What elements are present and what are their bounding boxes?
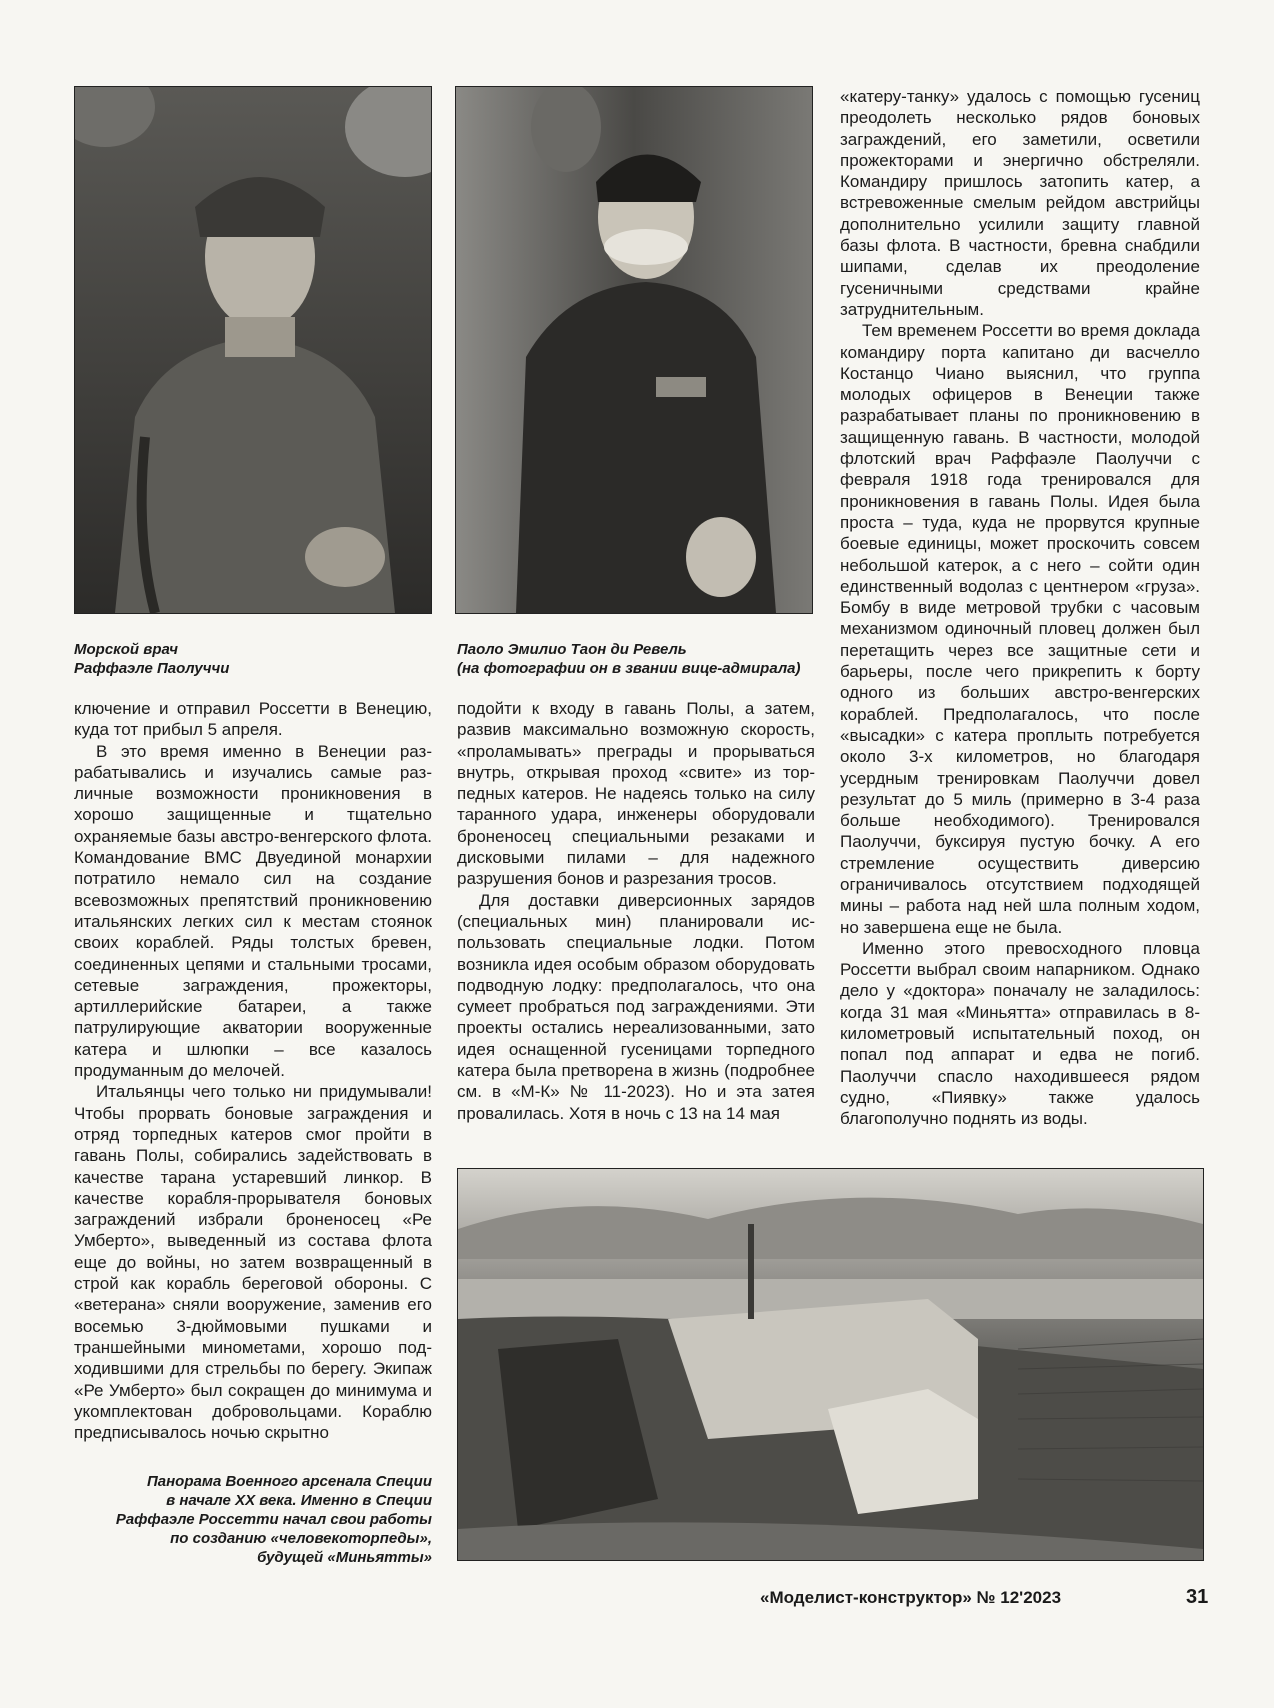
- caption-revel-line2: (на фотографии он в звании вице-адмирала): [457, 660, 801, 677]
- photo-paolucci: [74, 86, 432, 614]
- caption-paolucci-line2: Раффаэле Паолуччи: [74, 660, 230, 677]
- photo-panorama-arsenal: [457, 1168, 1204, 1561]
- text-column-2: [457, 698, 815, 1124]
- caption-paolucci-line1: Морской врач: [74, 641, 178, 658]
- caption-panorama-line: будущей «Миньятты»: [257, 1549, 432, 1566]
- paragraph: подойти к входу в гавань Полы, а затем, развив максимально возможную скорость, «проламывать» преграды и прорываться внутрь, открывая проход «свите» из торпедных катеров. Не надеясь только на силу таранного удара, инженеры оборудовали броненосец специальными резаками и дисковыми пилами – для надежного разрушения бонов и разрезания тросов.: [457, 699, 815, 889]
- photo-revel: [455, 86, 813, 614]
- caption-paolucci: [74, 640, 434, 678]
- paragraph: Именно этого превосходного пловца Россетти выбрал своим напарником. Однако дело у «доктора» поначалу не заладилось: когда 31 мая «Миньятта» отправилась в 8-километровый испытательный поход, он попал под аппарат и едва не погиб. Паолуччи спасло находившееся рядом судно, «Пиявку» также удалось благополучно поднять из воды.: [840, 938, 1200, 1129]
- paragraph: Тем временем Россетти во время доклада командиру порта капитано ди васчелло Костанцо Чиано выяснил, что группа молодых офицеров в Венеции также разрабатывает планы по проникновению в защищенную гавань. В частности, молодой флотский врач Раффаэле Паолуччи с февраля 1918 года тренировался для проникновения в гавань Полы. Идея была проста – туда, куда не прорвутся крупные боевые единицы, может проскочить совсем небольшой катерок, а с него – сойти один единственный водолаз с центнером «груза». Бомбу в виде метровой трубки с часовым механизмом одиночный пловец должен был перетащить через все защитные сети и барьеры, после чего прикрепить к борту одного из больших австро-венгерских кораблей. Предполагалось, что после «высадки» с катера проплыть потребуется около 3-х километров, но благодаря усердным тренировкам Паолуччи довел результат до 5 миль (примерно в 3-4 раза больше необходимого). Тренировался Паолуччи, буксируя пустую бочку. А его стремление осуществить диверсию ограничивалось отсутствием подходящей мины – работа над ней шла полным ходом, но завершена еще не была.: [840, 321, 1200, 937]
- text-column-3: [840, 86, 1200, 1130]
- caption-panorama-line: по созданию «человекоторпеды»,: [170, 1530, 432, 1547]
- caption-revel-line1: Паоло Эмилио Таон ди Ревель: [457, 641, 687, 658]
- caption-panorama-line: в начале XX века. Именно в Специи: [166, 1492, 432, 1509]
- caption-panorama-line: Раффаэле Россетти начал свои работы: [115, 1511, 432, 1528]
- paragraph: Итальянцы чего только ни придумывали! Чтобы прорвать боновые заграждения и отряд торпедных катеров смог пройти в гавань Полы, собирались задействовать в качестве тарана устаревший линкор. В качестве корабля-прорывателя боновых заграждений избрали броненосец «Ре Умберто», выведенный из состава флота еще до войны, но затем возвращенный в строй как корабль береговой обороны. С «ветерана» сняли вооружение, заменив его восемью 3-дюймовыми пушками и траншейными минометами, хорошо подходившими для стрельбы по берегу. Экипаж «Ре Умберто» был сокращен до минимума и укомплектован добровольцами. Кораблю предписывалось ночью скрытно: [74, 1082, 432, 1443]
- magazine-footer: «Моделист-конструктор» № 12'2023: [760, 1588, 1062, 1607]
- caption-panorama-line: Панорама Военного арсенала Специи: [146, 1473, 432, 1490]
- caption-revel: [457, 640, 837, 678]
- text-column-1: [74, 698, 432, 1443]
- paragraph: Для доставки диверсионных зарядов (специальных мин) планировали использовать специальные лодки. Потом возникла идея особым образом оборудовать подводную лодку: предполагалось, что она сумеет пробраться под заграждениями. Эти проекты остались нереализованными, зато идея оснащенной гусеницами торпедного катера была претворена в жизнь (подробнее см. в «М-К» № 11-2023). Но и эта затея провалилась. Хотя в ночь с 13 на 14 мая: [457, 890, 815, 1123]
- paragraph: В это время именно в Венеции разрабатывались и изучались самые различные возможности проникновения в хорошо защищенные и тщательно охраняемые базы австро-венгерского флота. Командование ВМС Двуединой монархии потратило немало сил на создание всевозможных препятствий проникновению итальянских легких сил к местам стоянок своих кораблей. Ряды толстых бревен, соединенных цепями и стальными тросами, сетевые заграждения, прожекторы, артиллерийские батареи, а также патрулирующие акватории вооруженные катера и шлюпки – все казалось продуманным до мелочей.: [74, 741, 432, 1081]
- caption-panorama: [74, 1472, 432, 1567]
- paragraph: «катеру-танку» удалось с помощью гусениц преодолеть несколько рядов боновых заграждений, его заметили, осветили прожекторами и энергично обстреляли. Командиру пришлось затопить катер, а встревоженные смелым рейдом австрийцы дополнительно усилили защиту главной базы флота. В частности, бревна снабдили шипами, сделав их преодоление гусеничными средствами крайне затруднительным.: [840, 87, 1200, 319]
- paragraph: ключение и отправил Россетти в Венецию, куда тот прибыл 5 апреля.: [74, 699, 432, 740]
- page-number: 31: [1186, 1586, 1209, 1608]
